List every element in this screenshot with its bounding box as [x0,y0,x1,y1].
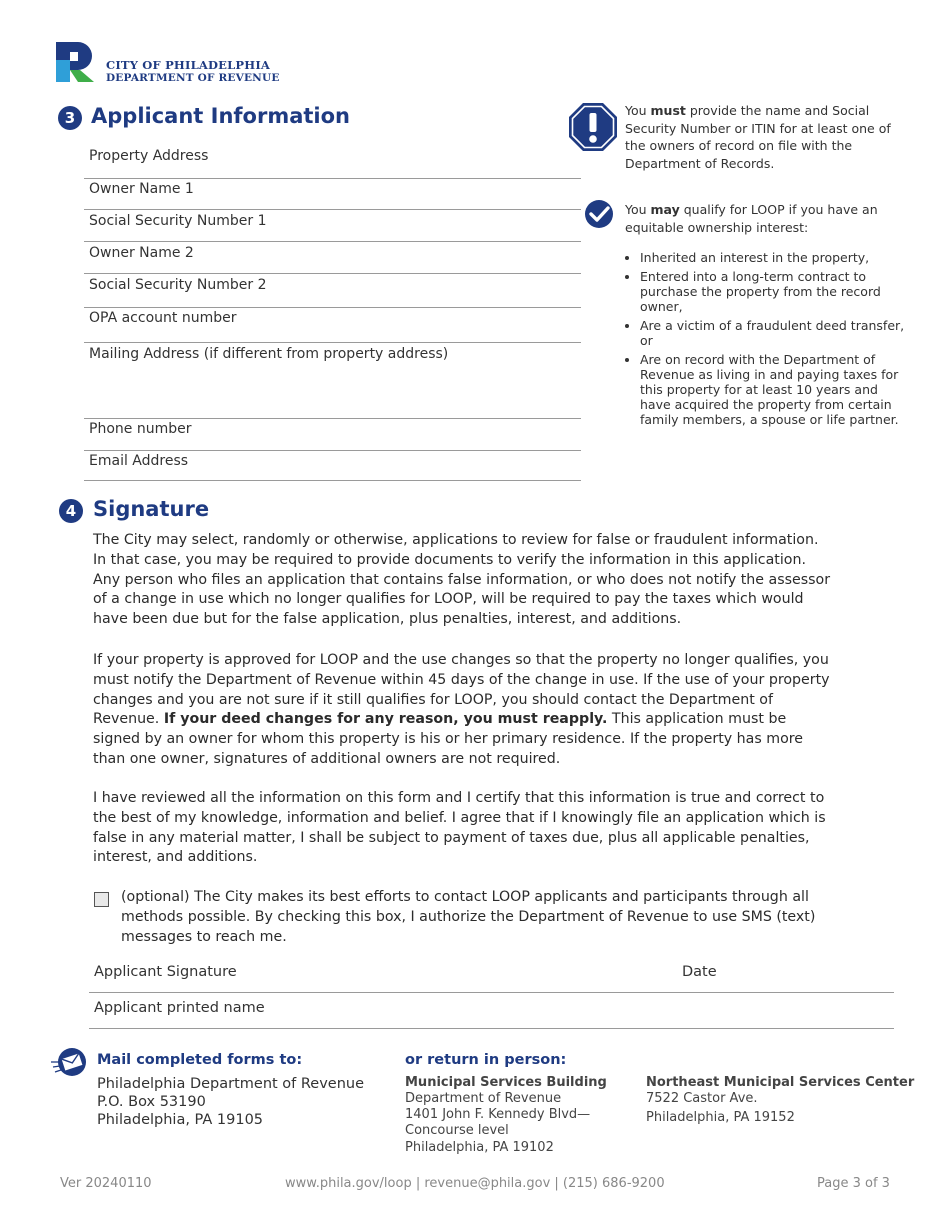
location-1-line2: 1401 John F. Kennedy Blvd— [405,1107,591,1122]
owner-name-2-field[interactable]: Owner Name 2 [89,245,194,261]
field-divider [84,209,581,210]
list-item: • Are on record with the Department of Revenue as living in and paying taxes for this property for at least 10 years and have acquired the property from certain family members, a spouse or life partner. [640,352,908,427]
ssn-1-field[interactable]: Social Security Number 1 [89,213,267,229]
field-divider [84,241,581,242]
list-item: • Entered into a long-term contract to purchase the property from the record owner, [640,269,908,314]
mail-heading: Mail completed forms to: [97,1052,303,1068]
applicant-printed-name-field[interactable]: Applicant printed name [94,1000,265,1016]
logo-line1: CITY OF PHILADELPHIA [106,58,271,72]
field-divider [89,1028,894,1029]
city-logo-icon [54,40,98,84]
location-2-name: Northeast Municipal Services Center [646,1075,915,1090]
list-item: • Are a victim of a fraudulent deed transfer, or [640,318,908,348]
signature-paragraph-2: If your property is approved for LOOP and the use changes so that the property no longer qualifies, you must notify the Department of Revenue within 45 days of the change in use. If the use of your property changes and you are not sure if it still qualifies for LOOP, you should contact the Department of Revenue. If your deed changes for any reason, you must reapply. This application must be signed by an owner for whom this property is his or her primary residence. If the property has more than one owner, signatures of additional owners are not required. [93,652,830,767]
applicant-signature-field[interactable]: Applicant Signature [94,964,237,980]
logo-line2: DEPARTMENT OF REVENUE [106,72,280,84]
date-field[interactable]: Date [682,964,717,980]
field-divider [84,450,581,451]
field-divider [84,418,581,419]
owner-name-1-field[interactable]: Owner Name 1 [89,181,194,197]
may-qualify-note: You may qualify for LOOP if you have an equitable ownership interest: [625,202,878,235]
location-2-line1: 7522 Castor Ave. [646,1091,758,1106]
opa-account-field[interactable]: OPA account number [89,310,237,326]
version-label: Ver 20240110 [60,1176,152,1191]
signature-section-title: Signature [93,497,210,521]
in-person-heading: or return in person: [405,1052,567,1068]
list-item: • Inherited an interest in the property, [640,250,908,265]
sms-optin-text: (optional) The City makes its best efforts to contact LOOP applicants and participants through all methods possible. By checking this box, I authorize the Department of Revenue to use SMS (text) messages to reach me. [121,889,816,945]
mailing-address-field[interactable]: Mailing Address (if different from property address) [89,346,449,362]
field-divider [84,480,581,481]
section-number-4: 4 [59,499,83,523]
qualification-list [625,250,908,431]
phone-number-field[interactable]: Phone number [89,421,192,437]
ssn-2-field[interactable]: Social Security Number 2 [89,277,267,293]
mail-envelope-icon [50,1046,88,1078]
sms-optin-checkbox[interactable] [94,892,109,907]
section-number-3: 3 [58,106,82,130]
certification-paragraph: I have reviewed all the information on this form and I certify that this information is true and correct to the best of my knowledge, information and belief. I agree that if I knowingly file an application which is false in any material matter, I shall be subject to payment of taxes due, plus all applicable penalties, interest, and additions. [93,790,826,866]
location-1-line3: Concourse level [405,1123,509,1138]
location-1-line4: Philadelphia, PA 19102 [405,1140,554,1155]
signature-paragraph-1: The City may select, randomly or otherwise, applications to review for false or fraudulent information. In that case, you may be required to provide documents to verify the information in this application. Any person who files an application that contains false information, or who does not notify the assessor of a change in use which no longer qualifies for LOOP, will be required to pay the taxes which would have been due but for the false application, plus penalties, interest, and additions. [93,532,831,628]
field-divider [84,273,581,274]
field-divider [84,178,581,179]
location-1-line1: Department of Revenue [405,1091,562,1106]
checkmark-circle-icon [584,199,614,229]
property-address-field[interactable]: Property Address [89,148,209,164]
location-2-line2: Philadelphia, PA 19152 [646,1110,795,1125]
field-divider [84,342,581,343]
field-divider [84,307,581,308]
mail-address-line1: Philadelphia Department of Revenue [97,1076,365,1092]
location-1-name: Municipal Services Building [405,1075,607,1090]
applicant-section-title: Applicant Information [91,104,350,128]
contact-info: www.phila.gov/loop | revenue@phila.gov | (215) 686-9200 [285,1176,665,1191]
field-divider [89,992,894,993]
email-address-field[interactable]: Email Address [89,453,189,469]
must-provide-note: You must provide the name and Social Security Number or ITIN for at least one of the owners of record on file with the Department of Records. [625,103,891,171]
warning-octagon-icon [568,102,618,152]
page-number: Page 3 of 3 [817,1176,890,1191]
mail-address-line3: Philadelphia, PA 19105 [97,1112,264,1128]
mail-address-line2: P.O. Box 53190 [97,1094,206,1110]
